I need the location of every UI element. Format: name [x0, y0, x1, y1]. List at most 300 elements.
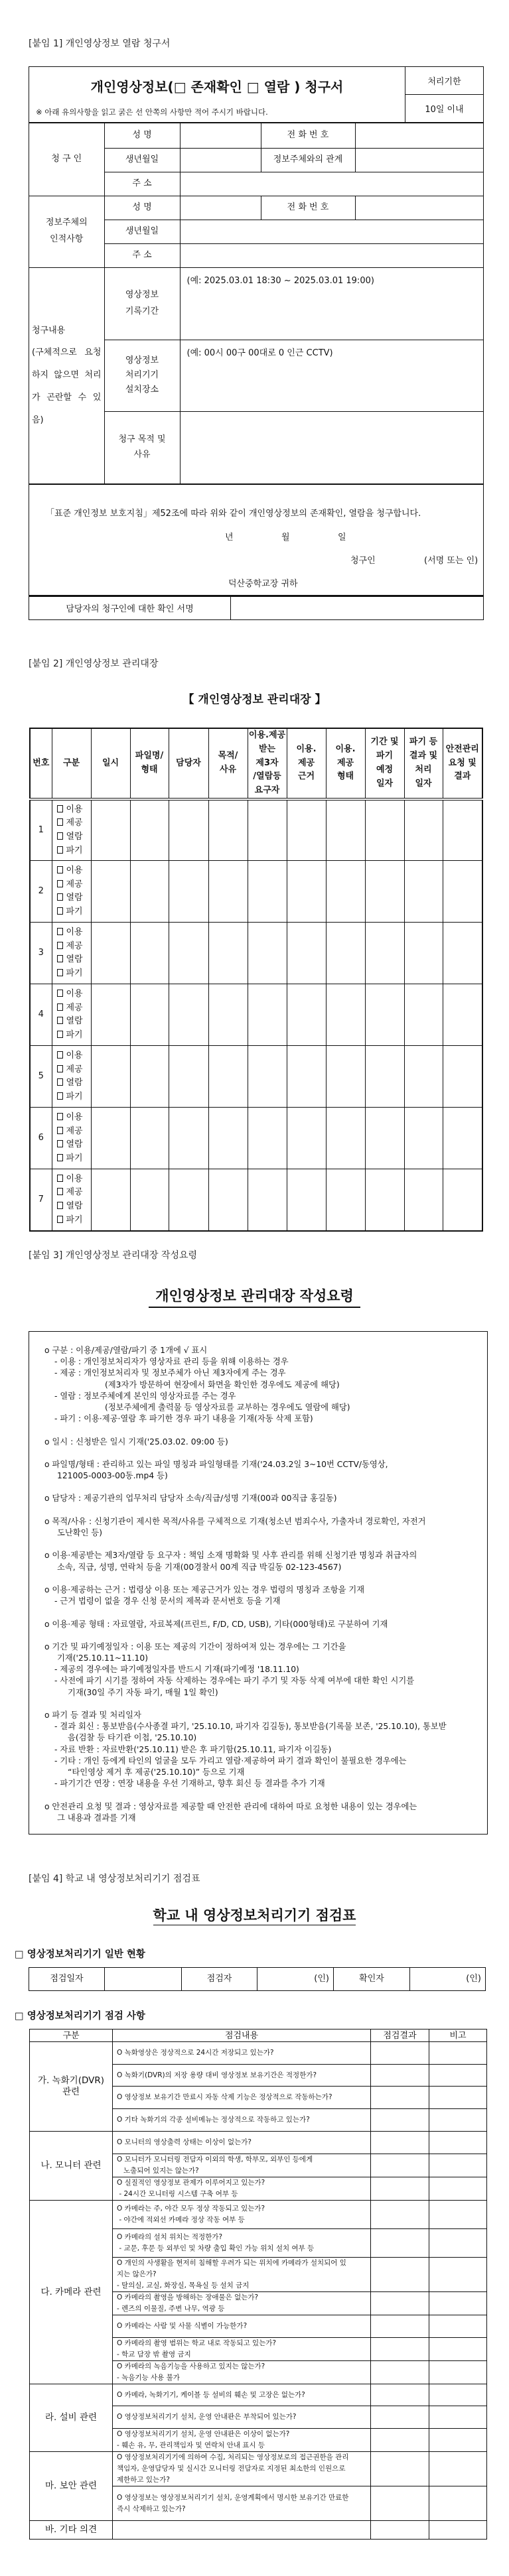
option-checkbox[interactable]	[57, 1125, 91, 1139]
ledger-cell[interactable]	[404, 1046, 443, 1108]
inspection-row	[30, 2452, 487, 2486]
ledger-cell[interactable]	[91, 861, 130, 923]
ledger-cell[interactable]	[287, 1169, 326, 1231]
ledger-cell[interactable]	[365, 1046, 404, 1108]
inspection-items-heading: □ 영상정보처리기기 점검 사항	[15, 2011, 145, 2022]
inspection-category: 라. 설비 관련	[30, 2384, 113, 2452]
requester-phone-field[interactable]	[355, 123, 483, 148]
ledger-cell[interactable]	[326, 923, 365, 984]
ledger-cell[interactable]	[130, 1169, 169, 1231]
option-checkbox[interactable]	[57, 967, 91, 981]
checkbox-icon[interactable]	[57, 1113, 63, 1120]
ledger-cell[interactable]	[443, 984, 482, 1046]
option-checkbox[interactable]	[57, 844, 91, 858]
remarks-field[interactable]	[429, 2361, 487, 2384]
subject-address-field[interactable]	[180, 243, 483, 267]
inspection-item-line: - 녹음기능 사용 불가	[117, 2374, 180, 2382]
ledger-cell[interactable]	[326, 1046, 365, 1108]
checkbox-icon[interactable]	[57, 1127, 63, 1134]
inspection-item	[113, 2521, 371, 2540]
remarks-field[interactable]	[429, 2406, 487, 2429]
guide-line: - 사전에 파기 시기를 정하여 자동 삭제하는 경우에는 파기 주기 및 자동 삭제 여부에 대한 확인 시기를	[54, 1676, 415, 1686]
guide-box	[29, 1331, 488, 1835]
attachment-4-label: [붙임 4] 학교 내 영상정보처리기기 점검표	[29, 1874, 200, 1884]
inspection-item-line: - 탈의실, 교실, 화장실, 목욕실 등 설치 금지	[117, 2282, 250, 2289]
sign-note: (서명 또는 인)	[424, 555, 478, 566]
inspection-result-field[interactable]	[371, 2154, 429, 2177]
inspection-result-field[interactable]	[371, 2132, 429, 2154]
type-options	[52, 984, 91, 1046]
guide-line: 도난확인 등)	[57, 1528, 103, 1537]
ledger-cell[interactable]	[443, 861, 482, 923]
option-checkbox[interactable]	[57, 1029, 91, 1043]
inspection-result-field[interactable]	[371, 2042, 429, 2065]
ledger-header-cell: 구분	[52, 728, 91, 799]
requester-address-label: 주 소	[104, 172, 180, 196]
ledger-cell[interactable]	[248, 1046, 287, 1108]
attachment-3-label: [붙임 3] 개인영상정보 관리대장 작성요령	[29, 1250, 198, 1261]
request-group-label: 청구내용 (구체적으로 요청하지 않으면 처리가 곤란할 수 있음)	[29, 267, 104, 483]
remarks-field[interactable]	[429, 2132, 487, 2154]
ledger-cell[interactable]	[443, 1108, 482, 1169]
requester-address-field[interactable]	[180, 172, 483, 196]
remarks-field[interactable]	[429, 2486, 487, 2521]
inspection-item-line: - 훼손 유, 무, 관리책임자 및 연락처 안내 표시 등	[117, 2441, 265, 2449]
inspection-result-field[interactable]	[371, 2315, 429, 2338]
inspection-result-field[interactable]	[371, 2521, 429, 2540]
ledger-cell[interactable]	[443, 1046, 482, 1108]
ledger-cell[interactable]	[169, 1046, 208, 1108]
inspection-item	[113, 2087, 371, 2109]
request-form	[29, 66, 484, 597]
row-number: 1	[30, 799, 52, 861]
guide-line	[29, 1448, 487, 1459]
ledger-cell[interactable]	[169, 799, 208, 861]
remarks-field[interactable]	[429, 2087, 487, 2109]
inspection-header-cell: 비고	[429, 2029, 487, 2042]
ledger-cell[interactable]	[365, 1169, 404, 1231]
option-checkbox[interactable]	[57, 953, 91, 967]
subject-phone-label: 전 화 번 호	[261, 196, 355, 220]
checkbox-icon[interactable]	[57, 1051, 63, 1059]
ledger-cell[interactable]	[130, 923, 169, 984]
option-checkbox[interactable]	[57, 1214, 91, 1228]
option-checkbox[interactable]	[57, 830, 91, 844]
period-label: 영상정보 기록기간	[104, 267, 180, 340]
option-checkbox[interactable]	[57, 1076, 91, 1090]
ledger-cell[interactable]	[404, 1169, 443, 1231]
option-label: 열람	[66, 1201, 83, 1212]
guide-line	[29, 1630, 487, 1642]
type-options	[52, 1108, 91, 1169]
option-checkbox[interactable]	[57, 1015, 91, 1029]
year-label: 년	[225, 532, 234, 543]
option-label: 제공	[66, 1064, 83, 1074]
ledger-cell[interactable]	[404, 1108, 443, 1169]
period-field[interactable]: (예: 2025.03.01 18:30 ~ 2025.03.01 19:00)	[180, 267, 483, 340]
ledger-cell[interactable]	[91, 1169, 130, 1231]
ledger-cell[interactable]	[365, 861, 404, 923]
confirmer-seal-field[interactable]: (인)	[410, 1968, 486, 1991]
option-checkbox[interactable]	[57, 1090, 91, 1104]
ledger-cell[interactable]	[169, 1169, 208, 1231]
ledger-cell[interactable]	[287, 799, 326, 861]
option-checkbox[interactable]	[57, 878, 91, 892]
ledger-cell[interactable]	[130, 1108, 169, 1169]
guide-title: 개인영상정보 관리대장 작성요령	[149, 1285, 360, 1308]
deadline-value: 10일 이내	[425, 105, 464, 115]
inspection-item	[113, 2042, 371, 2065]
option-label: 파기	[66, 907, 83, 917]
remarks-field[interactable]	[429, 2109, 487, 2132]
ledger-cell[interactable]	[169, 984, 208, 1046]
option-checkbox[interactable]	[57, 864, 91, 878]
remarks-field[interactable]	[429, 2177, 487, 2201]
ledger-row	[30, 861, 482, 923]
inspection-result-field[interactable]	[371, 2361, 429, 2384]
option-checkbox[interactable]	[57, 1200, 91, 1214]
purpose-label: 청구 목적 및 사유	[104, 411, 180, 483]
ledger-cell[interactable]	[130, 799, 169, 861]
requester-birth-field[interactable]	[180, 148, 261, 172]
relation-field[interactable]	[355, 148, 483, 172]
inspection-item	[113, 2406, 371, 2429]
inspection-item	[113, 2177, 371, 2201]
ledger-cell[interactable]	[208, 1169, 248, 1231]
inspection-item-line: O 녹화기(DVR)의 저장 용량 대비 영상정보 보유기간은 적정한가?	[117, 2071, 317, 2079]
checkbox-icon[interactable]	[57, 1188, 63, 1195]
ledger-cell[interactable]	[287, 984, 326, 1046]
checkbox-icon[interactable]	[57, 818, 63, 826]
ledger-row	[30, 1169, 482, 1231]
inspection-item	[113, 2452, 371, 2486]
subject-phone-field[interactable]	[355, 196, 483, 220]
checkbox-icon[interactable]	[57, 1175, 63, 1182]
guide-line: o 이용·제공 형태 : 자료열람, 자료복제(프린트, F/D, CD, USB), 기타(000형태)로 구분하여 기재	[44, 1619, 388, 1629]
checkbox-icon[interactable]	[57, 880, 63, 887]
ledger-cell[interactable]	[287, 1046, 326, 1108]
subject-birth-field[interactable]	[180, 220, 483, 243]
ledger-cell[interactable]	[404, 984, 443, 1046]
remarks-field[interactable]	[429, 2154, 487, 2177]
guide-line: (제3자가 방문하여 현장에서 화면을 확인한 경우에도 제공에 해당)	[105, 1380, 340, 1389]
option-checkbox[interactable]	[57, 1173, 91, 1187]
subject-name-label: 성 명	[104, 196, 180, 220]
ledger-cell[interactable]	[287, 861, 326, 923]
ledger-cell[interactable]	[91, 799, 130, 861]
guide-line: o 이용·제공하는 근거 : 법령상 이용 또는 제공근거가 있는 경우 법령의 명칭과 조항을 기재	[44, 1584, 365, 1594]
ledger-cell[interactable]	[404, 923, 443, 984]
row-number: 4	[30, 984, 52, 1046]
ledger-cell[interactable]	[326, 799, 365, 861]
general-status-heading: □ 영상정보처리기기 일반 현황	[15, 1949, 145, 1960]
inspection-item	[113, 2486, 371, 2521]
staff-confirm-field[interactable]	[231, 596, 483, 619]
inspection-result-field[interactable]	[371, 2177, 429, 2201]
ledger-cell[interactable]	[91, 1108, 130, 1169]
checkbox-icon[interactable]	[57, 832, 63, 840]
remarks-field[interactable]	[429, 2384, 487, 2406]
row-number: 7	[30, 1169, 52, 1231]
remarks-field[interactable]	[429, 2338, 487, 2361]
inspection-row	[30, 2201, 487, 2229]
remarks-field[interactable]	[429, 2258, 487, 2292]
guide-line	[29, 1607, 487, 1618]
guide-line: o 기간 및 파기예정일자 : 이용 또는 제공의 기간이 정하여져 있는 경우에는 그 기간을	[44, 1642, 346, 1651]
checkbox-icon[interactable]	[57, 969, 63, 976]
checkbox-icon[interactable]	[57, 1017, 63, 1024]
ledger-cell[interactable]	[248, 984, 287, 1046]
option-checkbox[interactable]	[57, 905, 91, 919]
purpose-field[interactable]	[180, 411, 483, 483]
requester-sign-label: 청구인	[350, 555, 376, 566]
option-label: 이용	[66, 927, 83, 937]
option-checkbox[interactable]	[57, 1138, 91, 1152]
ledger-cell[interactable]	[248, 923, 287, 984]
inspection-item	[113, 2132, 371, 2154]
inspection-item	[113, 2201, 371, 2229]
inspection-result-field[interactable]	[371, 2452, 429, 2486]
inspection-result-field[interactable]	[371, 2292, 429, 2315]
guide-line: - 제공 : 개인정보처리자 및 정보주체가 아닌 제3자에게 주는 경우	[54, 1368, 286, 1378]
ledger-cell[interactable]	[365, 799, 404, 861]
checkbox-icon[interactable]	[57, 1031, 63, 1038]
checkbox-icon[interactable]	[57, 846, 63, 854]
remarks-field[interactable]	[429, 2042, 487, 2065]
ledger-cell[interactable]	[365, 984, 404, 1046]
ledger-cell[interactable]	[208, 984, 248, 1046]
inspection-item	[113, 2338, 371, 2361]
ledger-cell[interactable]	[130, 861, 169, 923]
inspection-row	[30, 2384, 487, 2406]
ledger-cell[interactable]	[404, 861, 443, 923]
inspection-result-field[interactable]	[371, 2429, 429, 2452]
option-checkbox[interactable]	[57, 816, 91, 830]
requester-name-field[interactable]	[180, 123, 261, 148]
option-checkbox[interactable]	[57, 988, 91, 1001]
subject-birth-label: 생년월일	[104, 220, 180, 243]
ledger-cell[interactable]	[208, 923, 248, 984]
general-status-table	[29, 1967, 486, 1991]
checkbox-icon[interactable]	[57, 866, 63, 873]
inspection-item-line: - 24시간 모니터링 시스템 구축 여부 등	[117, 2190, 238, 2198]
inspection-item-line: - 야간에 적외선 카메라 정상 작동 여부 등	[117, 2216, 245, 2224]
inspection-result-field[interactable]	[371, 2229, 429, 2258]
guide-line: o 목적/사유 : 신청기관이 제시한 목적/사유를 구체적으로 기재(청소년 범죄수사, 가출자녀 경로확인, 자전거	[44, 1516, 426, 1526]
ledger-header-cell: 이용. 제공 근거	[287, 728, 326, 799]
ledger-header-cell: 번호	[30, 728, 52, 799]
option-label: 이용	[66, 804, 83, 814]
ledger-cell[interactable]	[326, 1108, 365, 1169]
inspection-item-line: - 학교 담장 밖 촬영 금지	[117, 2351, 191, 2358]
ledger-cell[interactable]	[326, 861, 365, 923]
guide-line: 음(검찰 등 타기관 이첩, '25.10.10)	[68, 1733, 197, 1743]
guide-line	[29, 1505, 487, 1516]
remarks-field[interactable]	[429, 2229, 487, 2258]
option-label: 파기	[66, 1092, 83, 1102]
inspection-date-field[interactable]	[105, 1968, 182, 1991]
checkbox-icon[interactable]	[57, 893, 63, 901]
ledger-cell[interactable]	[326, 984, 365, 1046]
remarks-field[interactable]	[429, 2452, 487, 2486]
ledger-cell[interactable]	[287, 1108, 326, 1169]
ledger-cell[interactable]	[365, 923, 404, 984]
option-label: 열람	[66, 954, 83, 965]
ledger-cell[interactable]	[287, 923, 326, 984]
guide-line: 그 내용과 결과를 기재	[57, 1813, 136, 1823]
checkbox-icon[interactable]	[57, 942, 63, 949]
inspection-header-cell: 구분	[30, 2029, 113, 2042]
ledger-cell[interactable]	[208, 799, 248, 861]
inspection-result-field[interactable]	[371, 2258, 429, 2292]
ledger-cell[interactable]	[443, 923, 482, 984]
guide-line: 소속, 직급, 성명, 연락처 등을 기재(00경찰서 00계 직급 박길동 02-123-4567)	[57, 1562, 342, 1572]
inspection-result-field[interactable]	[371, 2065, 429, 2087]
ledger-title: 【 개인영상정보 관리대장 】	[182, 693, 327, 706]
checkbox-icon[interactable]	[57, 990, 63, 997]
inspection-table	[29, 2029, 487, 2540]
option-label: 이용	[66, 865, 83, 875]
guide-line	[29, 1699, 487, 1710]
statement-text: 「표준 개인정보 보호지침」제52조에 따라 위와 같이 개인영상정보의 존재확인, 열람을 청구합니다.	[46, 508, 421, 519]
checkbox-icon[interactable]	[57, 1078, 63, 1086]
option-checkbox[interactable]	[57, 803, 91, 817]
checklist-title: 학교 내 영상정보처리기기 점검표	[153, 1905, 356, 1925]
type-options	[52, 923, 91, 984]
inspection-item-line: O 개인의 사생활을 현저히 침해할 우려가 되는 위치에 카메라가 설치되어 있	[117, 2259, 346, 2267]
guide-line: o 구분 : 이용/제공/열람/파기 중 1개에 √ 표시	[44, 1346, 208, 1355]
option-label: 열람	[66, 893, 83, 903]
checkbox-icon[interactable]	[57, 805, 63, 812]
guide-line: o 파기 등 결과 및 처리일자	[44, 1710, 141, 1720]
inspection-category: 가. 녹화기(DVR) 관련	[30, 2042, 113, 2132]
ledger-cell[interactable]	[208, 1108, 248, 1169]
ledger-cell[interactable]	[326, 1169, 365, 1231]
guide-line: o 담당자 : 제공기관의 업무처리 담당자 소속/직급/성명 기재(00과 00직급 홍길동)	[44, 1494, 337, 1504]
option-checkbox[interactable]	[57, 1049, 91, 1063]
guide-line: o 안전관리 요청 및 결과 : 영상자료를 제공할 때 안전한 관리에 대하여 따로 요청한 내용이 있는 경우에는	[44, 1801, 417, 1811]
inspection-item	[113, 2065, 371, 2087]
inspection-item	[113, 2315, 371, 2338]
inspection-item	[113, 2154, 371, 2177]
inspection-result-field[interactable]	[371, 2406, 429, 2429]
option-checkbox[interactable]	[57, 926, 91, 940]
ledger-cell[interactable]	[248, 861, 287, 923]
option-label: 열람	[66, 1078, 83, 1088]
remarks-field[interactable]	[429, 2292, 487, 2315]
type-options	[52, 1046, 91, 1108]
option-checkbox[interactable]	[57, 1063, 91, 1077]
inspection-result-field[interactable]	[371, 2201, 429, 2229]
ledger-row	[30, 1108, 482, 1169]
option-checkbox[interactable]	[57, 1001, 91, 1015]
ledger-header-cell: 이용. 제공 형태	[326, 728, 365, 799]
row-number: 6	[30, 1108, 52, 1169]
inspection-result-field[interactable]	[371, 2087, 429, 2109]
ledger-cell[interactable]	[208, 1046, 248, 1108]
location-field[interactable]: (예: 00시 00구 00대로 0 인근 CCTV)	[180, 340, 483, 411]
ledger-cell[interactable]	[91, 1046, 130, 1108]
ledger-cell[interactable]	[443, 1169, 482, 1231]
ledger-cell[interactable]	[169, 1108, 208, 1169]
ledger-cell[interactable]	[130, 1046, 169, 1108]
ledger-cell[interactable]	[443, 799, 482, 861]
deadline-label: 처리기한	[405, 67, 483, 95]
checkbox-icon[interactable]	[57, 1154, 63, 1161]
option-checkbox[interactable]	[57, 1186, 91, 1200]
option-label: 파기	[66, 1215, 83, 1226]
checkbox-icon[interactable]	[57, 1003, 63, 1011]
inspection-item	[113, 2384, 371, 2406]
subject-name-field[interactable]	[180, 196, 261, 220]
checkbox-icon[interactable]	[57, 1065, 63, 1072]
inspection-result-field[interactable]	[371, 2486, 429, 2521]
relation-label: 정보주체와의 관계	[261, 148, 355, 172]
ledger-cell[interactable]	[91, 923, 130, 984]
option-checkbox[interactable]	[57, 940, 91, 954]
inspection-result-field[interactable]	[371, 2384, 429, 2406]
inspection-item-line: 제한하고 있는가?	[117, 2476, 170, 2484]
ledger-cell[interactable]	[365, 1108, 404, 1169]
ledger-cell[interactable]	[169, 861, 208, 923]
checkbox-icon[interactable]	[57, 1092, 63, 1100]
guide-line: - 결과 회신 : 통보받음(수사종결 파기, '25.10.10, 파기자 김길동), 통보받음(기록물 보존, '25.10.10), 통보받	[54, 1722, 447, 1732]
option-label: 파기	[66, 968, 83, 979]
inspector-seal-field[interactable]: (인)	[257, 1968, 334, 1991]
inspection-result-field[interactable]	[371, 2109, 429, 2132]
ledger-cell[interactable]	[248, 799, 287, 861]
inspection-header-cell: 점검내용	[113, 2029, 371, 2042]
inspection-item-line: - 렌즈의 이물질, 주변 나무, 역광 등	[117, 2305, 225, 2313]
option-checkbox[interactable]	[57, 1111, 91, 1125]
checkbox-icon[interactable]	[57, 907, 63, 915]
ledger-header-cell: 담당자	[169, 728, 208, 799]
inspection-item-line: 지는 않은가?	[117, 2270, 157, 2278]
ledger-cell[interactable]	[130, 984, 169, 1046]
remarks-field[interactable]	[429, 2201, 487, 2229]
option-checkbox[interactable]	[57, 891, 91, 905]
remarks-field[interactable]	[429, 2521, 487, 2540]
option-label: 제공	[66, 1126, 83, 1136]
remarks-field[interactable]	[429, 2065, 487, 2087]
remarks-field[interactable]	[429, 2315, 487, 2338]
checkbox-icon[interactable]	[57, 1202, 63, 1209]
inspection-item-line: O 카메라의 촬영 범위는 학교 내로 작동되고 있는가?	[117, 2339, 277, 2347]
inspection-result-field[interactable]	[371, 2338, 429, 2361]
option-label: 제공	[66, 940, 83, 951]
option-checkbox[interactable]	[57, 1152, 91, 1166]
option-label: 제공	[66, 818, 83, 828]
form-note: ※ 아래 유의사항을 읽고 굵은 선 안쪽의 사항만 적어 주시기 바랍니다.	[36, 107, 268, 117]
guide-line: o 일시 : 신청받은 일시 기재('25.03.02. 09:00 등)	[44, 1437, 228, 1447]
inspection-item-line: O 영상정보는 영상정보처리기기 설치, 운영계획에서 명시한 보유기간 만료한	[117, 2493, 349, 2502]
ledger-cell[interactable]	[169, 923, 208, 984]
checkbox-icon[interactable]	[57, 928, 63, 935]
checkbox-icon[interactable]	[57, 955, 63, 962]
checkbox-icon[interactable]	[57, 1216, 63, 1223]
guide-line: - 제공의 경우에는 파기예정일자를 반드시 기재(파기예정 '18.11.10)	[54, 1665, 299, 1675]
ledger-cell[interactable]	[208, 861, 248, 923]
ledger-cell[interactable]	[91, 984, 130, 1046]
ledger-cell[interactable]	[248, 1169, 287, 1231]
inspection-item-line: O 카메라의 촬영을 방해하는 장애물은 없는가?	[117, 2293, 259, 2301]
remarks-field[interactable]	[429, 2429, 487, 2452]
guide-line: - 이용 : 개인정보처리자가 영상자료 관리 등을 위해 이용하는 경우	[54, 1357, 289, 1367]
ledger-cell[interactable]	[248, 1108, 287, 1169]
guide-line: - 열람 : 정보주체에게 본인의 영상자료를 주는 경우	[54, 1391, 236, 1401]
checkbox-icon[interactable]	[57, 1140, 63, 1147]
ledger-cell[interactable]	[404, 799, 443, 861]
